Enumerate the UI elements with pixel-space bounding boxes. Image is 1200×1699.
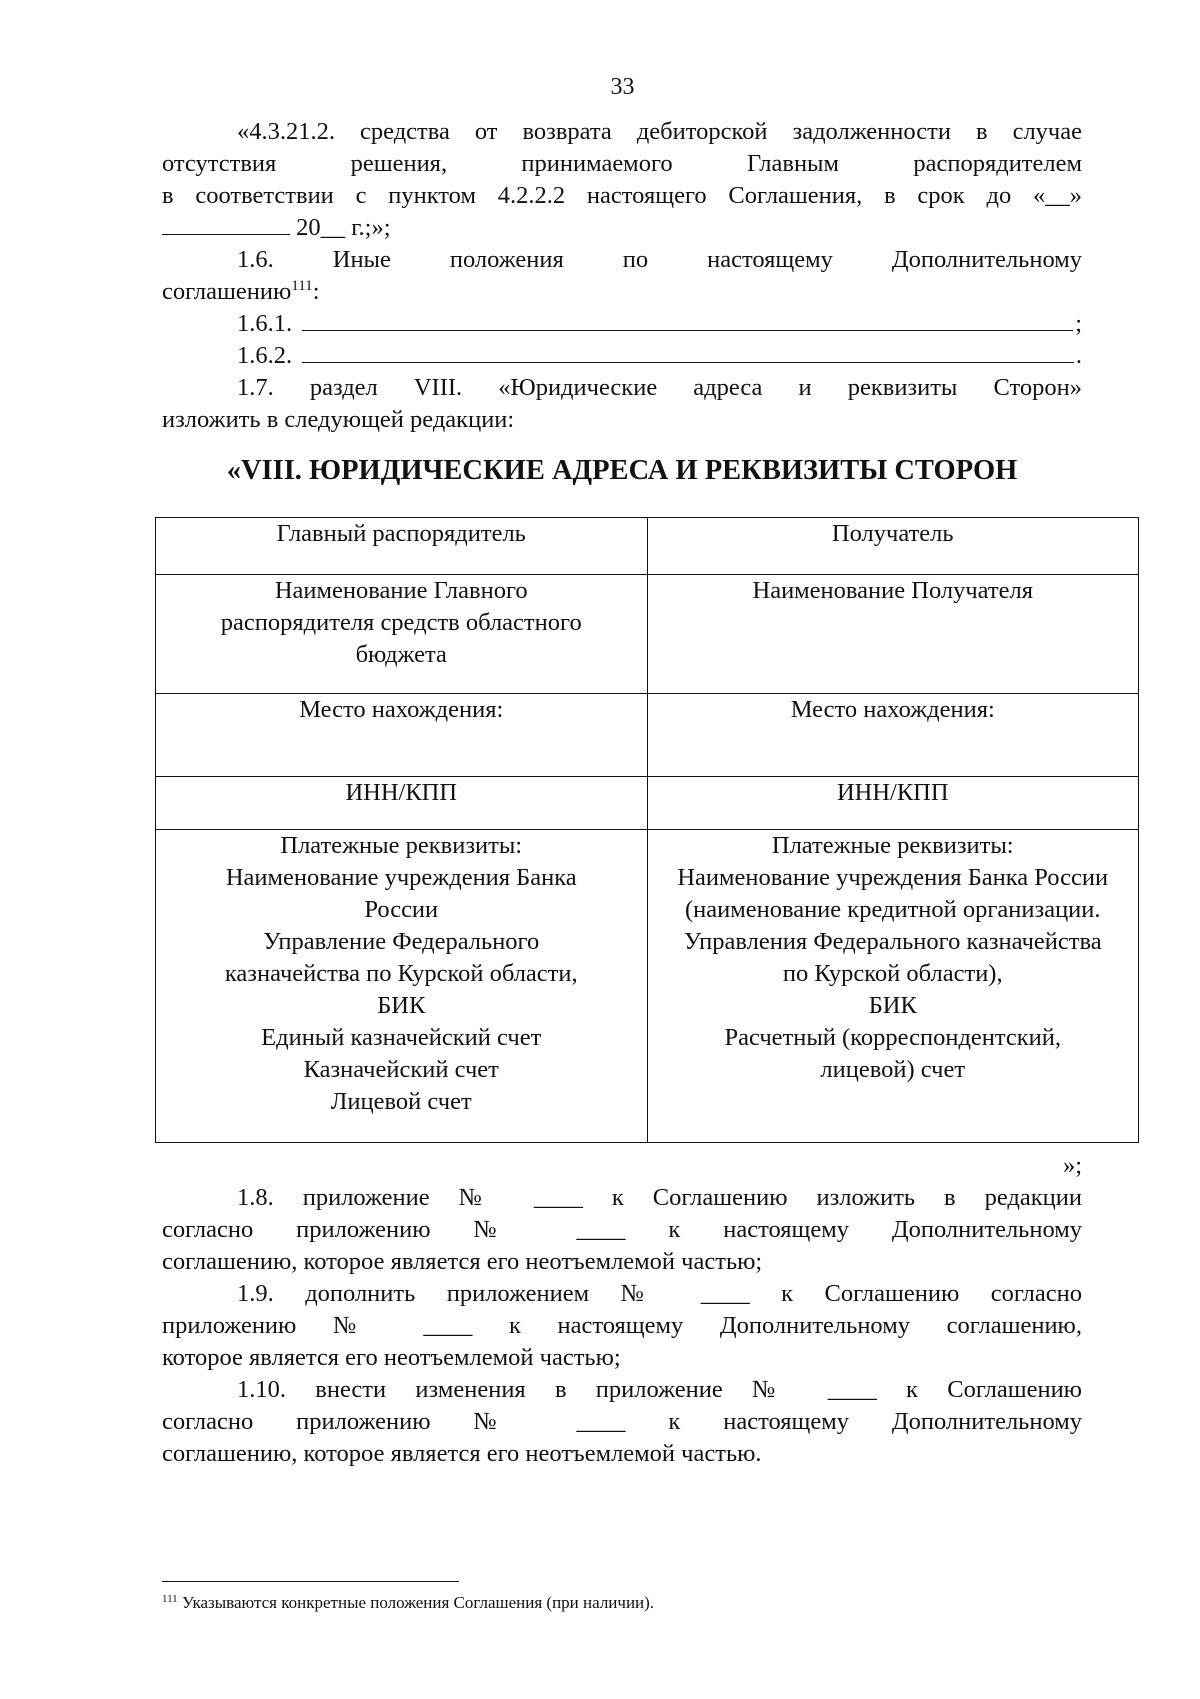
cell-line: Лицевой счет — [330, 1088, 472, 1115]
paragraph-1-7-line-1: 1.7. раздел VIII. «Юридические адреса и реквизиты Сторон» — [237, 374, 1082, 401]
paragraph-1-9-line-2: приложению № ____ к настоящему Дополнительному соглашению, — [162, 1312, 1082, 1339]
cell-line: бюджета — [355, 641, 447, 668]
paragraph-1-6-line-1: 1.6. Иные положения по настоящему Дополнительному — [237, 246, 1082, 273]
paragraph-4-3-21-2-line-1: «4.3.21.2. средства от возврата дебиторской задолженности в случае — [237, 118, 1082, 145]
cell-line: Платежные реквизиты: — [771, 832, 1014, 859]
table-row-payment — [156, 830, 1139, 1143]
footnote-separator — [162, 1581, 459, 1582]
cell-line: лицевой) счет — [820, 1056, 966, 1083]
date-blank — [162, 212, 290, 235]
paragraph-1-6-colon: : — [312, 278, 320, 305]
paragraph-1-6-line-2 — [162, 276, 1082, 308]
cell-manager-name — [156, 575, 648, 694]
requisites-table — [155, 517, 1139, 1143]
item-1-6-1-number: 1.6.1. — [237, 310, 293, 337]
paragraph-1-9-line-3: которое является его неотъемлемой частью; — [162, 1344, 621, 1371]
cell-line: БИК — [868, 992, 917, 1019]
cell-manager-inn: ИНН/КПП — [156, 777, 648, 830]
table-row-name — [156, 575, 1139, 694]
cell-line: Платежные реквизиты: — [280, 832, 523, 859]
date-year-text: 20__ г.;»; — [296, 214, 391, 241]
table-header-row — [156, 518, 1139, 575]
item-1-6-2-end: . — [1075, 342, 1082, 369]
item-1-6-2-number: 1.6.2. — [237, 342, 293, 369]
paragraph-1-6-text: соглашению — [162, 278, 292, 305]
footnote-text: Указываются конкретные положения Соглашения (при наличии). — [181, 1593, 655, 1612]
item-1-6-1 — [162, 308, 1082, 340]
cell-line: Наименование учреждения Банка — [225, 864, 577, 891]
paragraph-1-8-line-1: 1.8. приложение № ____ к Соглашению изложить в редакции — [237, 1184, 1082, 1211]
cell-line: России — [364, 896, 439, 923]
cell-recipient-inn: ИНН/КПП — [647, 777, 1139, 830]
paragraph-4-3-21-2-line-3: в соответствии с пунктом 4.2.2.2 настоящего Соглашения, в срок до «__» — [162, 182, 1082, 209]
footnote-reference: 111 — [291, 278, 313, 294]
cell-line: Расчетный (корреспондентский, — [724, 1024, 1062, 1051]
cell-line: БИК — [377, 992, 426, 1019]
table-closing-mark: »; — [1062, 1152, 1082, 1179]
footnote — [162, 1593, 654, 1613]
cell-line: по Курской области), — [782, 960, 1003, 987]
cell-recipient-name — [647, 575, 1139, 694]
cell-line: Управления Федерального казначейства — [683, 928, 1102, 955]
paragraph-4-3-21-2-line-2: отсутствия решения, принимаемого Главным распорядителем — [162, 150, 1082, 177]
cell-line: (наименование кредитной организации. — [684, 896, 1101, 923]
paragraph-1-8-line-2: согласно приложению № ____ к настоящему Дополнительному — [162, 1216, 1082, 1243]
item-1-6-2-blank — [302, 340, 1074, 363]
paragraph-4-3-21-2-line-4 — [162, 212, 1082, 244]
cell-manager-location: Место нахождения: — [156, 694, 648, 777]
cell-line: казначейства по Курской области, — [224, 960, 578, 987]
column-header-recipient: Получатель — [647, 518, 1139, 575]
paragraph-1-10-line-2: согласно приложению № ____ к настоящему Дополнительному — [162, 1408, 1082, 1435]
paragraph-1-8-line-3: соглашению, которое является его неотъемлемой частью; — [162, 1248, 763, 1275]
cell-line: Управление Федерального — [263, 928, 540, 955]
cell-line: распорядителя средств областного — [220, 609, 582, 636]
item-1-6-1-end: ; — [1075, 310, 1082, 337]
cell-recipient-payment — [647, 830, 1139, 1143]
cell-line: Казначейский счет — [303, 1056, 499, 1083]
paragraph-1-9-line-1: 1.9. дополнить приложением № ____ к Соглашению согласно — [237, 1280, 1082, 1307]
cell-line: Единый казначейский счет — [261, 1024, 542, 1051]
item-1-6-1-blank — [302, 308, 1073, 331]
paragraph-1-10-line-3: соглашению, которое является его неотъемлемой частью. — [162, 1440, 762, 1467]
cell-line: Наименование Главного — [274, 577, 528, 604]
table-row-inn — [156, 777, 1139, 830]
footnote-number: 111 — [162, 1593, 178, 1605]
page-number: 33 — [610, 74, 635, 100]
paragraph-1-10-line-1: 1.10. внести изменения в приложение № ____ к Соглашению — [237, 1376, 1082, 1403]
table-row-location — [156, 694, 1139, 777]
item-1-6-2 — [162, 340, 1082, 372]
column-header-main-manager: Главный распорядитель — [156, 518, 648, 575]
cell-recipient-location: Место нахождения: — [647, 694, 1139, 777]
section-heading: «VIII. ЮРИДИЧЕСКИЕ АДРЕСА И РЕКВИЗИТЫ СТОРОН — [226, 455, 1018, 486]
cell-line: Наименование учреждения Банка России — [677, 864, 1109, 891]
cell-manager-payment — [156, 830, 648, 1143]
cell-line: Наименование Получателя — [752, 577, 1033, 604]
paragraph-1-7-line-2: изложить в следующей редакции: — [162, 406, 515, 433]
